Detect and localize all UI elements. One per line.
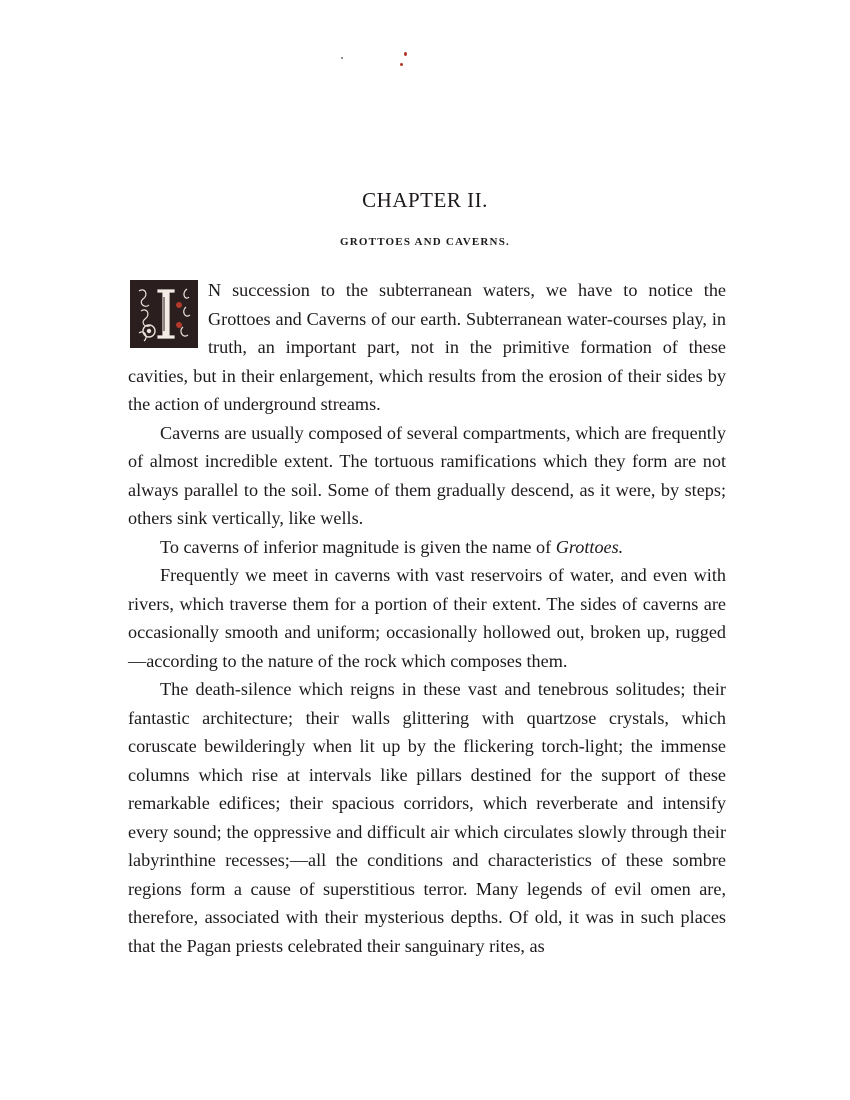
- paragraph-5: The death-silence which reigns in these vast and tenebrous solitudes; their fantastic architecture; their walls glittering with quartzose crystals, which coruscate bewilderingly when lit up by the flickering torch-light; the immense columns which rise at intervals like pillars destined for the support of these remarkable edifices; their spacious corridors, which reverberate and intensify every sound; the oppressive and difficult air which circulates slowly through their labyrinthine recesses;—all the conditions and characteristics of these sombre regions form a cause of superstitious terror. Many legends of evil omen are, therefore, associated with their mysterious depths. Of old, it was in such places that the Pagan priests celebrated their sanguinary rites, as: [128, 679, 726, 956]
- chapter-body: [128, 276, 726, 960]
- paragraph-3: [128, 533, 726, 562]
- ink-speck: [404, 52, 407, 56]
- paragraph-1: [128, 276, 726, 419]
- ink-speck: [341, 57, 343, 59]
- paragraph-2: Caverns are usually composed of several compartments, which are frequently of almost incredible extent. The tortuous ramifications which they form are not always parallel to the soil. Some of them gradually descend, as it were, by steps; others sink vertically, like wells.: [128, 422, 726, 528]
- paragraph-3-text: To caverns of inferior magnitude is given the name of: [160, 536, 556, 557]
- drop-cap: [130, 280, 198, 348]
- chapter-title: CHAPTER II.: [362, 188, 488, 212]
- ink-speck: [400, 63, 403, 66]
- paragraph-4: Frequently we meet in caverns with vast reservoirs of water, and even with rivers, which traverse them for a portion of their extent. The sides of caverns are occasionally smooth and uniform; occasionally hollowed out, broken up, rugged—according to the nature of the rock which composes them.: [128, 565, 726, 671]
- chapter-subtitle: GROTTOES AND CAVERNS.: [340, 236, 510, 248]
- paragraph-1-text: N succession to the subterranean waters, we have to notice the Grottoes and Caverns of our earth. Subterranean water-courses play, in truth, an important part, not in the primitive formation of these cavities, but in their enlargement, which results from the erosion of their sides by the action of underground streams.: [128, 280, 726, 414]
- ornamental-initial-I-icon: [130, 280, 198, 348]
- drop-cap-ornament: [131, 281, 197, 347]
- grottoes-term: Grottoes.: [555, 536, 624, 557]
